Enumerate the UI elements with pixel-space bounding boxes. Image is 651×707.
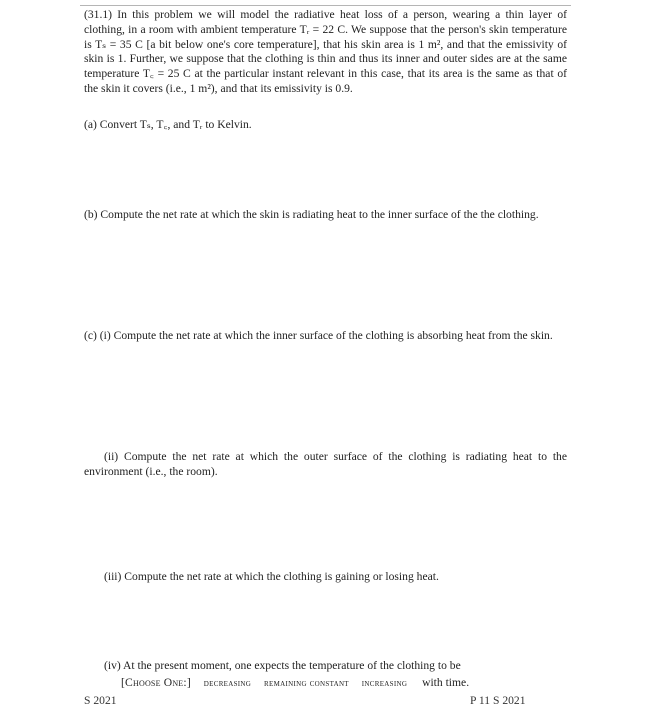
part-c-iv-question: (iv) At the present moment, one expects the temperature of the clothing to be [104,659,461,672]
part-a-question: (a) Convert Tₛ, T꜀, and Tᵣ to Kelvin. [84,118,252,131]
top-divider [80,5,571,6]
choose-one-row [121,676,469,691]
option-remaining-constant[interactable]: remaining constant [264,678,349,689]
choose-tail-text: with time. [422,676,470,689]
option-increasing[interactable]: increasing [361,678,408,689]
footer-right-cut: P 11 S 2021 [470,694,526,707]
part-c-ii-question: (ii) Compute the net rate at which the outer surface of the clothing is radiating heat to the environment (i.e., the room). [84,450,567,478]
choose-one-label: [Choose One:] [121,676,191,689]
option-decreasing[interactable]: decreasing [203,678,252,689]
problem-intro: (31.1) In this problem we will model the radiative heat loss of a person, wearing a thin layer of clothing, in a room with ambient temperature Tᵣ = 22 C. We suppose that the person's skin temperature is Tₛ = 35 C [a bit below one's core temperature], that his skin area is 1 m², and that the emissivity of skin is 1. Further, we suppose that the clothing is thin and thus its inner and outer sides are at the same temperature T꜀ = 25 C at the particular instant relevant in this case, that its area is the same as that of the skin it covers (i.e., 1 m²), and that its emissivity is 0.9. [84,8,567,95]
part-c-i-question: (c) (i) Compute the net rate at which the inner surface of the clothing is absorbing heat from the skin. [84,329,553,342]
part-c-iii-question: (iii) Compute the net rate at which the clothing is gaining or losing heat. [104,570,439,583]
part-b-question: (b) Compute the net rate at which the skin is radiating heat to the inner surface of the the clothing. [84,208,539,221]
footer-left-cut: S 2021 [84,694,117,707]
